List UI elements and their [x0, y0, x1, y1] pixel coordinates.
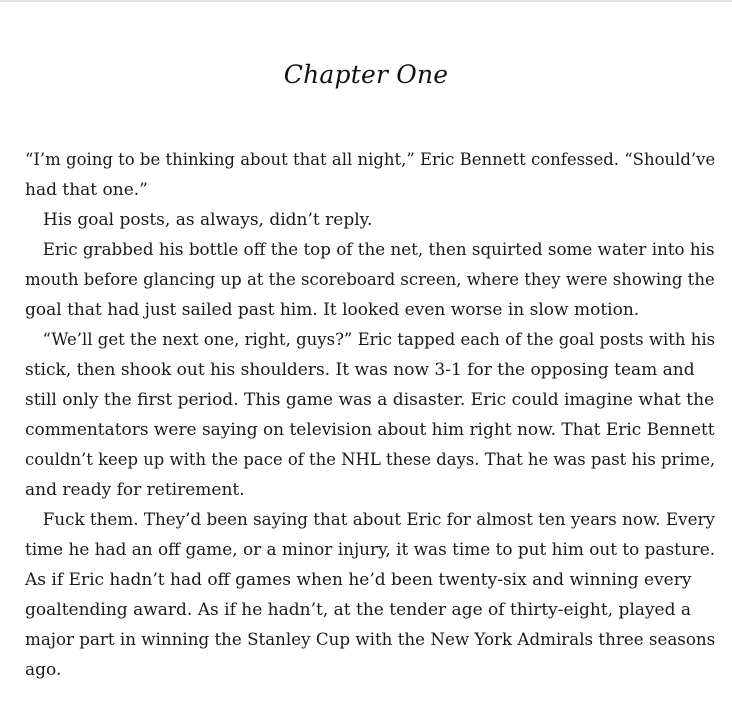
text-line: As if Eric hadn’t had off games when he’d been twenty-six and winning every [25, 570, 692, 590]
text-line: still only the first period. This game was a disaster. Eric could imagine what the [25, 390, 715, 410]
text-line: “I’m going to be thinking about that all night,” Eric Bennett confessed. “Should’ve [25, 150, 716, 170]
text-line: and ready for retirement. [25, 480, 245, 500]
text-line: commentators were saying on television about him right now. That Eric Bennett [25, 420, 715, 440]
text-line: stick, then shook out his shoulders. It was now 3-1 for the opposing team and [25, 360, 695, 380]
text-line: goaltending award. As if he hadn’t, at the tender age of thirty-eight, played a [25, 600, 692, 620]
text-line: goal that had just sailed past him. It looked even worse in slow motion. [25, 300, 640, 320]
text-line: mouth before glancing up at the scoreboard screen, where they were showing the [25, 270, 715, 290]
text-line: Fuck them. They’d been saying that about Eric for almost ten years now. Every [42, 510, 715, 530]
text-line: had that one.” [25, 180, 148, 200]
text-line: “We’ll get the next one, right, guys?” Eric tapped each of the goal posts with his [42, 330, 716, 350]
chapter-body [25, 145, 715, 685]
chapter-title: Chapter One [283, 60, 449, 89]
text-line: time he had an off game, or a minor injury, it was time to put him out to pasture. [25, 540, 716, 560]
text-line: couldn’t keep up with the pace of the NHL these days. That he was past his prime, [25, 450, 716, 470]
text-line: Eric grabbed his bottle off the top of the net, then squirted some water into his [42, 240, 715, 260]
text-line: ago. [25, 660, 62, 680]
text-line: His goal posts, as always, didn’t reply. [43, 210, 373, 230]
text-line: major part in winning the Stanley Cup with the New York Admirals three seasons [25, 630, 716, 650]
